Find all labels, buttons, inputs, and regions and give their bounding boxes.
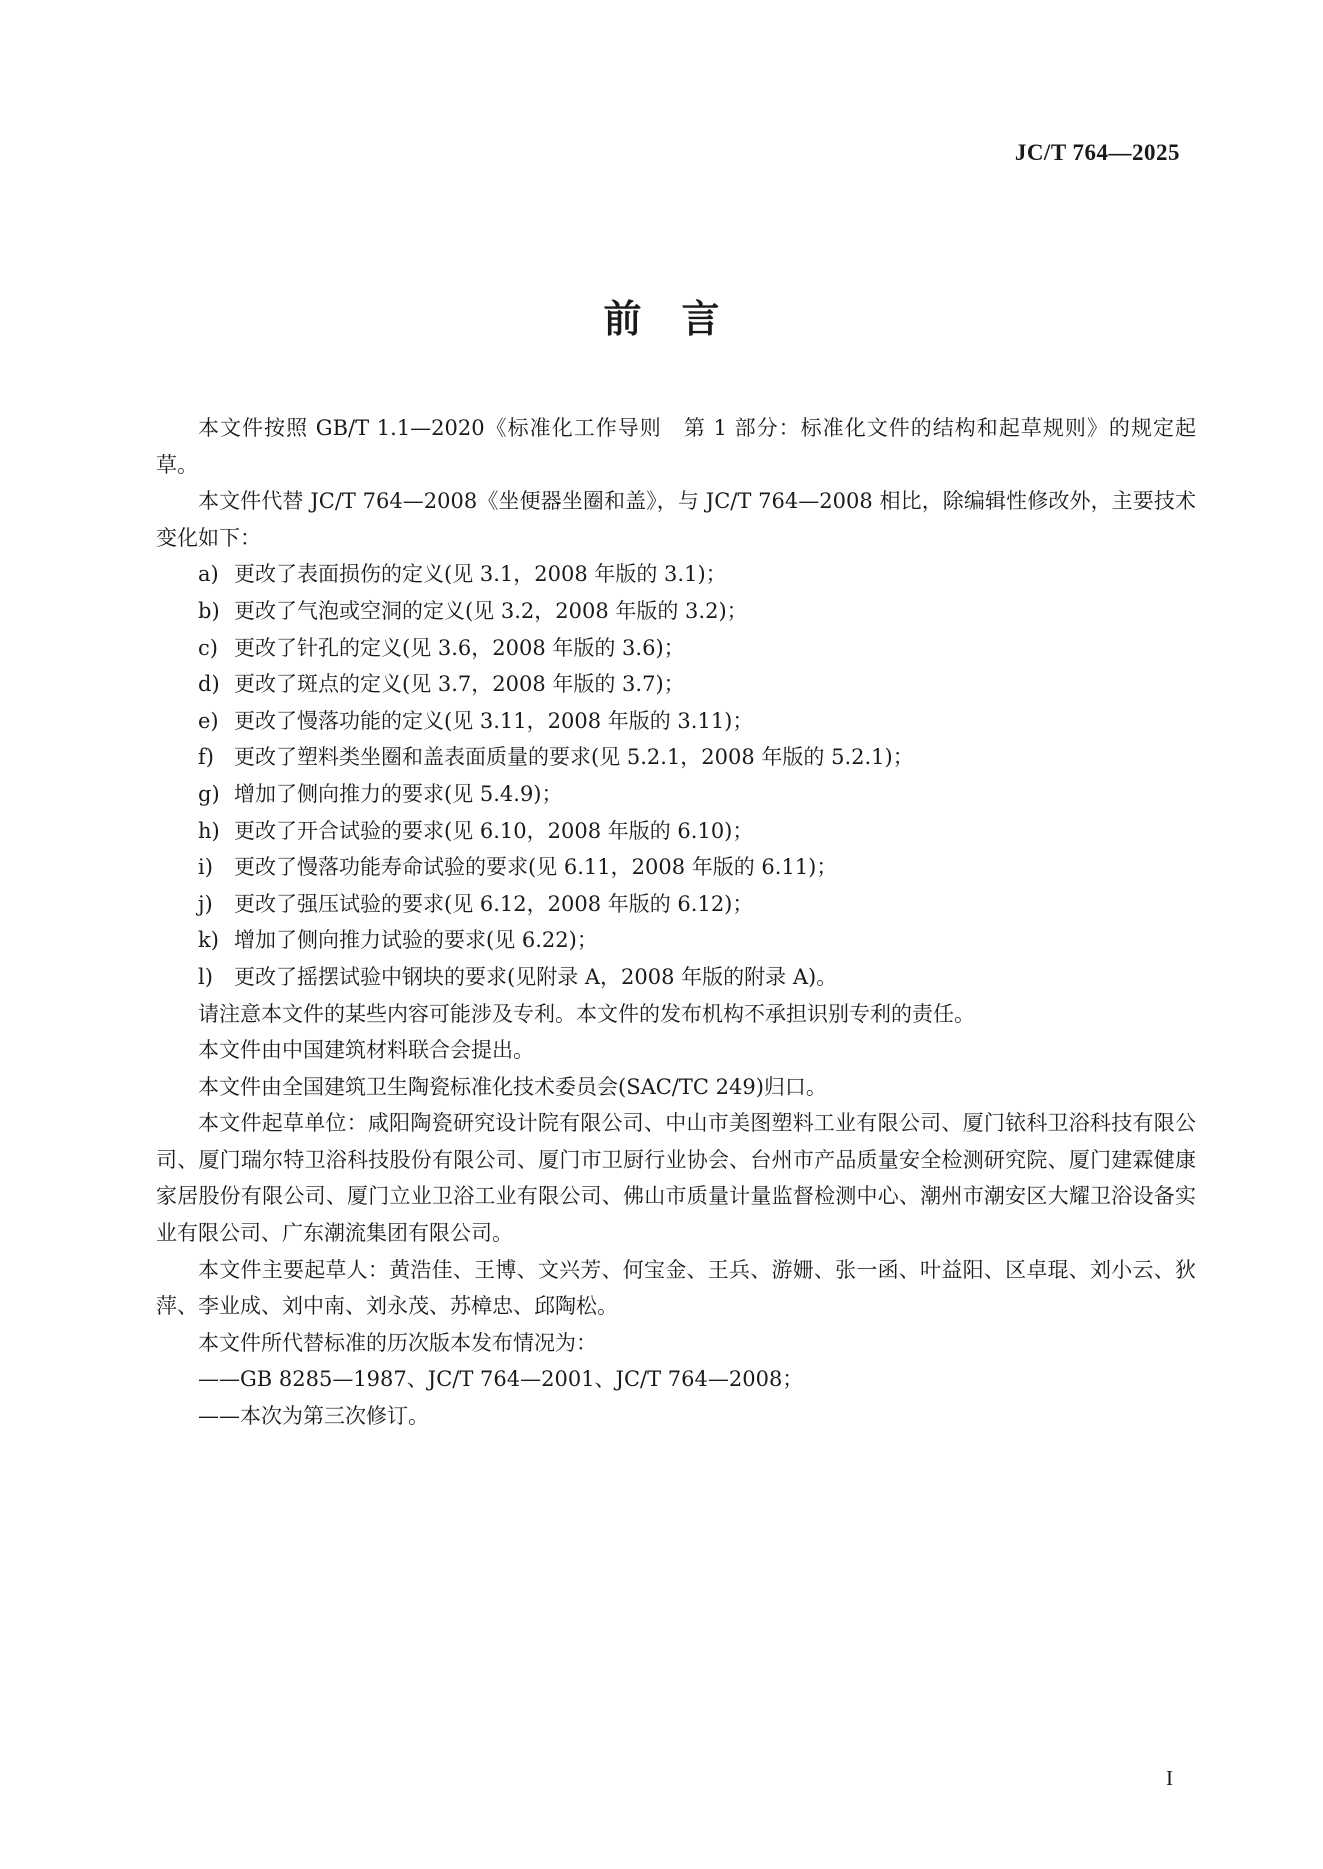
list-item-text: 更改了强压试验的要求(见 6.12，2008 年版的 6.12)； <box>234 891 754 916</box>
list-item-text: 更改了表面损伤的定义(见 3.1，2008 年版的 3.1)； <box>234 562 727 587</box>
drafting-rule-paragraph: 本文件按照 GB/T 1.1—2020《标准化工作导则 第 1 部分：标准化文件的结构和起草规则》的规定起草。 <box>156 416 1196 477</box>
drafting-units: 本文件起草单位：咸阳陶瓷研究设计院有限公司、中山市美图塑料工业有限公司、厦门铱科卫浴科技有限公司、厦门瑞尔特卫浴科技股份有限公司、厦门市卫厨行业协会、台州市产品质量安全检测研究院、厦门建霖健康家居股份有限公司、厦门立业卫浴工业有限公司、佛山市质量计量监督检测中心、潮州市潮安区大耀卫浴设备实业有限公司、广东潮流集团有限公司。 <box>156 1111 1196 1246</box>
list-item <box>156 922 1196 959</box>
list-item <box>156 813 1196 850</box>
list-item <box>156 849 1196 886</box>
list-item-text: 更改了慢落功能的定义(见 3.11，2008 年版的 3.11)； <box>234 708 754 733</box>
list-item-text: 更改了气泡或空洞的定义(见 3.2，2008 年版的 3.2)； <box>234 598 748 623</box>
list-item <box>156 776 1196 813</box>
patent-notice: 请注意本文件的某些内容可能涉及专利。本文件的发布机构不承担识别专利的责任。 <box>198 1001 975 1026</box>
replaces-paragraph: 本文件代替 JC/T 764—2008《坐便器坐圈和盖》，与 JC/T 764—2008 相比，除编辑性修改外，主要技术变化如下： <box>156 489 1196 550</box>
list-item-label: i) <box>198 855 213 880</box>
list-item-label: g) <box>198 781 220 806</box>
list-item <box>156 556 1196 593</box>
list-item <box>156 739 1196 776</box>
foreword-body <box>156 410 1196 1435</box>
list-item <box>156 886 1196 923</box>
page-title: 前言 <box>603 297 760 341</box>
list-item-label: l) <box>198 964 213 989</box>
list-item-label: d) <box>198 672 220 697</box>
list-item-text: 更改了针孔的定义(见 3.6，2008 年版的 3.6)； <box>234 635 685 660</box>
list-item-text: 增加了侧向推力试验的要求(见 6.22)； <box>234 928 598 953</box>
list-item-label: f) <box>198 745 214 770</box>
technical-changes-list <box>156 556 1196 995</box>
list-item-text: 更改了摇摆试验中钢块的要求(见附录 A，2008 年版的附录 A)。 <box>234 964 838 989</box>
list-item <box>156 666 1196 703</box>
list-item-label: k) <box>198 928 219 953</box>
page-number: I <box>1166 1766 1173 1790</box>
list-item <box>156 703 1196 740</box>
list-item <box>156 630 1196 667</box>
list-item-label: h) <box>198 818 220 843</box>
document-code: JC/T 764—2025 <box>1014 140 1180 165</box>
history-item: ——本次为第三次修订。 <box>198 1404 429 1429</box>
list-item <box>156 959 1196 996</box>
list-item <box>156 593 1196 630</box>
list-item-label: j) <box>198 891 213 916</box>
list-item-text: 更改了塑料类坐圈和盖表面质量的要求(见 5.2.1，2008 年版的 5.2.1)； <box>234 745 914 770</box>
list-item-text: 更改了斑点的定义(见 3.7，2008 年版的 3.7)； <box>234 672 685 697</box>
history-intro: 本文件所代替标准的历次版本发布情况为： <box>198 1330 597 1355</box>
main-drafters: 本文件主要起草人：黄浩佳、王博、文兴芳、何宝金、王兵、游姗、张一函、叶益阳、区卓琨、刘小云、狄萍、李业成、刘中南、刘永茂、苏樟忠、邱陶松。 <box>156 1257 1196 1319</box>
list-item-text: 更改了开合试验的要求(见 6.10，2008 年版的 6.10)； <box>234 818 754 843</box>
list-item-label: a) <box>198 562 219 587</box>
proposer-statement: 本文件由中国建筑材料联合会提出。 <box>198 1038 534 1063</box>
list-item-label: e) <box>198 708 219 733</box>
list-item-text: 更改了慢落功能寿命试验的要求(见 6.11，2008 年版的 6.11)； <box>234 855 838 880</box>
history-item: ——GB 8285—1987、JC/T 764—2001、JC/T 764—2008； <box>198 1367 804 1392</box>
list-item-label: c) <box>198 635 218 660</box>
committee-statement: 本文件由全国建筑卫生陶瓷标准化技术委员会(SAC/TC 249)归口。 <box>198 1074 827 1099</box>
list-item-text: 增加了侧向推力的要求(见 5.4.9)； <box>234 781 563 806</box>
list-item-label: b) <box>198 598 220 623</box>
